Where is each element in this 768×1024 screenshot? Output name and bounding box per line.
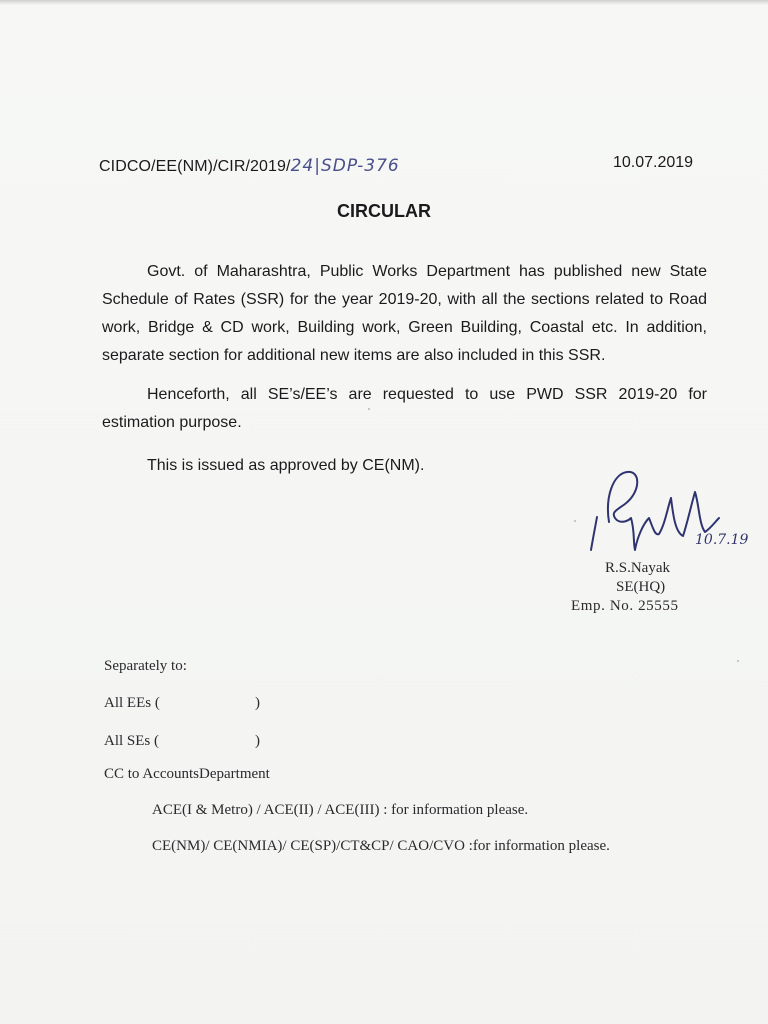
reference-number — [99, 156, 400, 176]
signer-name: R.S.Nayak — [605, 560, 670, 576]
reference-printed: CIDCO/EE(NM)/CIR/2019/ — [99, 158, 291, 175]
distribution-all-ees-close: ) — [255, 695, 260, 711]
circular-date: 10.07.2019 — [613, 154, 694, 171]
reference-handwritten: 24|SDP-376 — [290, 156, 400, 176]
scan-edge — [0, 0, 768, 5]
signature-date: 10.7.19 — [695, 532, 749, 548]
distribution-all-ses: All SEs ( — [104, 733, 160, 749]
distribution-all-ses-close: ) — [255, 733, 260, 749]
body-paragraph-2: Henceforth, all SE’s/EE’s are requested to use PWD SSR 2019-20 for estimation purpose. — [102, 386, 707, 431]
signer-designation: SE(HQ) — [616, 579, 666, 595]
distribution-all-ees: All EEs ( — [104, 695, 160, 711]
page-title: CIRCULAR — [337, 201, 431, 221]
distribution-ace-line: ACE(I & Metro) / ACE(II) / ACE(III) : for information please. — [152, 802, 529, 818]
body-paragraph-1: Govt. of Maharashtra, Public Works Department has published new State Schedule of Rates (SSR) for the year 2019-20, with all the sections related to Road work, Bridge & CD work, Building work, Green Building, Coastal etc. In addition, separate section for additional new items are also included in this SSR. — [102, 263, 707, 364]
body-paragraph-3: This is issued as approved by CE(NM). — [147, 457, 425, 474]
scan-speck — [574, 520, 576, 522]
distribution-ce-line: CE(NM)/ CE(NMIA)/ CE(SP)/CT&CP/ CAO/CVO :for information please. — [152, 838, 610, 854]
distribution-heading: Separately to: — [104, 658, 187, 674]
scan-speck — [368, 408, 370, 410]
scan-speck — [737, 660, 739, 662]
signer-employee-number: Emp. No. 25555 — [571, 598, 679, 614]
distribution-cc: CC to AccountsDepartment — [104, 766, 270, 782]
